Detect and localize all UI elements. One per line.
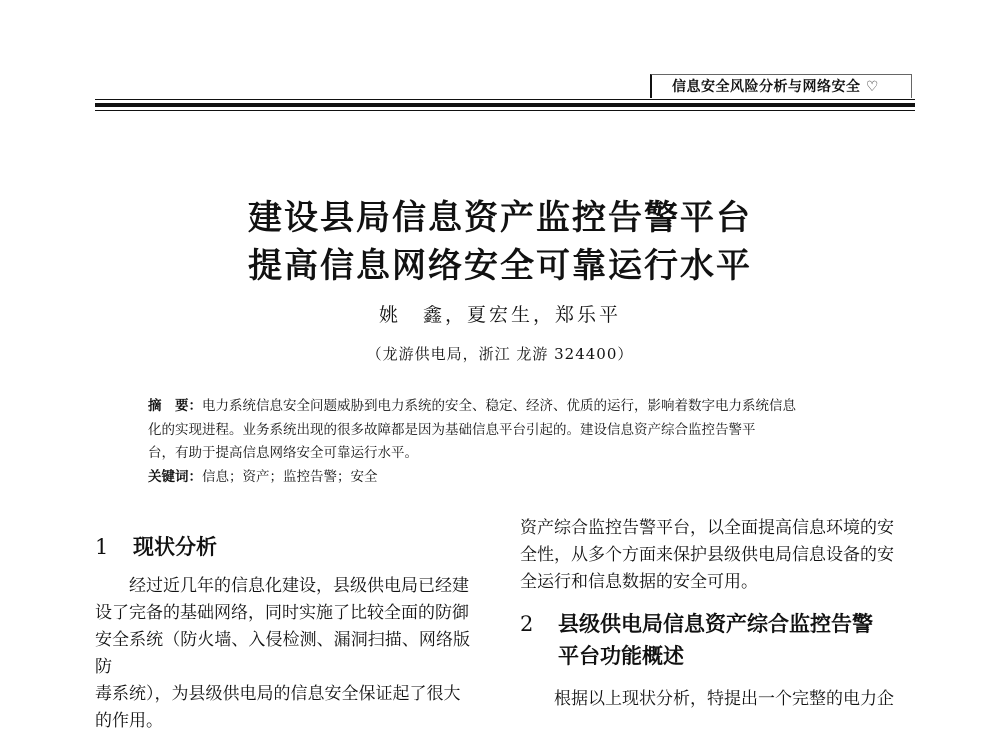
section-1-number: 1 (95, 535, 109, 559)
section-2-paragraph-line: 根据以上现状分析，特提出一个完整的电力企 (554, 689, 894, 709)
header-ornament-icon: ♡ (865, 79, 879, 95)
abstract-line-3: 台，有助于提高信息网络安全可靠运行水平。 (148, 445, 418, 461)
abstract-block (148, 395, 866, 489)
abstract-text-1: 电力系统信息安全问题威胁到电力系统的安全、稳定、经济、优质的运行，影响着数字电力系统信息 (202, 398, 796, 414)
para-line: 全运行和信息数据的安全可用。 (520, 572, 758, 592)
continued-paragraph (520, 515, 918, 596)
author-list: 姚 鑫，夏宏生，郑乐平 (378, 304, 621, 326)
para-line: 毒系统），为县级供电局的信息安全保证起了很大 (95, 684, 461, 704)
left-column (95, 531, 470, 735)
running-header (650, 74, 912, 98)
section-2-title (558, 608, 873, 672)
paper-title-line-2: 提高信息网络安全可靠运行水平 (248, 246, 752, 286)
para-line: 的作用。 (95, 711, 163, 731)
para-line: 经过近几年的信息化建设，县级供电局已经建 (129, 576, 469, 596)
keywords-label: 关键词： (148, 468, 202, 485)
para-line: 安全系统（防火墙、入侵检测、漏洞扫描、网络版防 (95, 630, 470, 677)
abstract-line-2: 化的实现进程。业务系统出现的很多故障都是因为基础信息平台引起的。建设信息资产综合监控告警平 (148, 421, 756, 438)
keywords-line (148, 466, 866, 490)
para-line: 全性，从多个方面来保护县级供电局信息设备的安 (520, 545, 894, 565)
right-column (520, 515, 918, 713)
section-1-paragraph (95, 573, 470, 735)
para-line: 资产综合监控告警平台，以全面提高信息环境的安 (520, 518, 894, 538)
abstract-label: 摘 要： (148, 398, 202, 414)
para-line: 设了完备的基础网络，同时实施了比较全面的防御 (95, 603, 469, 623)
keywords-text: 信息；资产；监控告警；安全 (202, 468, 378, 485)
author-affiliation: （龙游供电局，浙江 龙游 324400） (366, 345, 634, 363)
header-rule-middle (95, 103, 915, 107)
header-rule-top (95, 99, 915, 100)
section-1-title: 现状分析 (133, 535, 217, 559)
section-2-title-line-1: 县级供电局信息资产综合监控告警 (558, 612, 873, 636)
running-header-text: 信息安全风险分析与网络安全 (672, 79, 861, 95)
section-2-number: 2 (520, 612, 534, 636)
section-2-title-line-2: 平台功能概述 (558, 644, 684, 668)
abstract-line-1 (148, 395, 866, 419)
section-1-heading (95, 531, 470, 563)
header-rule-bottom (95, 110, 915, 111)
paper-title-line-1: 建设县局信息资产监控告警平台 (248, 198, 752, 238)
section-2-heading (520, 608, 918, 672)
